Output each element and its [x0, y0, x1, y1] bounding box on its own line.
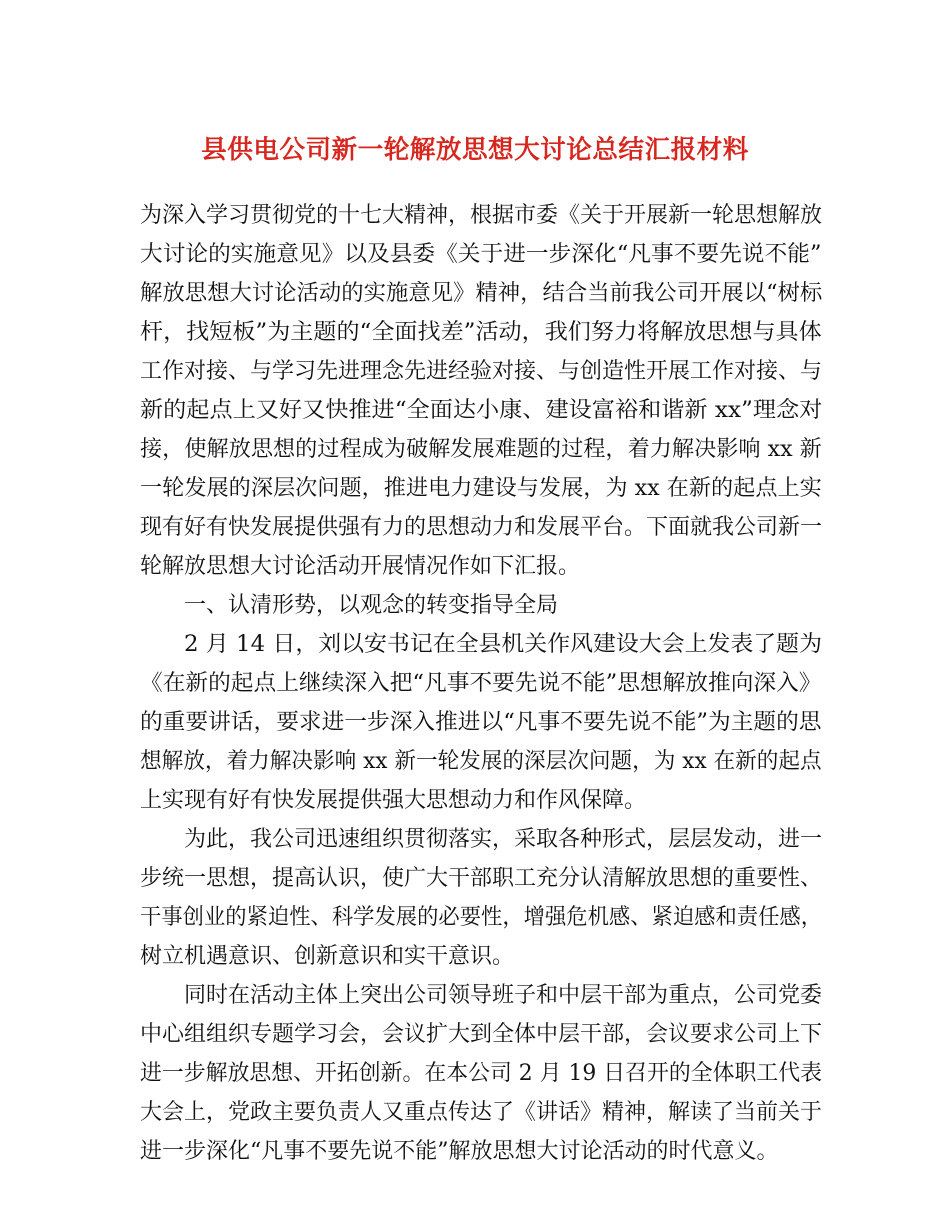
body-line: 为此，我公司迅速组织贯彻落实，采取各种形式，层层发动，进一: [184, 827, 823, 852]
body-line: 为深入学习贯彻党的十七大精神，根据市委《关于开展新一轮思想解放: [140, 203, 823, 228]
body-line: 杆，找短板”为主题的“全面找差”活动，我们努力将解放思想与具体: [140, 320, 822, 345]
body-line: 一轮发展的深层次问题，推进电力建设与发展，为 xx 在新的起点上实: [140, 476, 822, 501]
body-line: 步统一思想，提高认识，使广大干部职工充分认清解放思想的重要性、: [140, 866, 823, 891]
body-line: 的重要讲话，要求进一步深入推进以“凡事不要先说不能”为主题的思: [140, 710, 822, 735]
body-line: 大会上，党政主要负责人又重点传达了《讲话》精神，解读了当前关于: [140, 1100, 823, 1125]
body-line: 中心组组织专题学习会，会议扩大到全体中层干部，会议要求公司上下: [140, 1022, 823, 1047]
body-line: 进一步解放思想、开拓创新。在本公司 2 月 19 日召开的全体职工代表: [140, 1061, 822, 1086]
document-title: 县供电公司新一轮解放思想大讨论总结汇报材料: [201, 135, 749, 165]
body-line: 想解放，着力解决影响 xx 新一轮发展的深层次问题，为 xx 在新的起点: [140, 749, 822, 774]
body-line: 2 月 14 日，刘以安书记在全县机关作风建设大会上发表了题为: [184, 632, 822, 657]
body-line: 接，使解放思想的过程成为破解发展难题的过程，着力解决影响 xx 新: [140, 437, 822, 462]
body-line: 《在新的起点上继续深入把“凡事不要先说不能”思想解放推向深入》: [140, 671, 822, 696]
body-line: 现有好有快发展提供强有力的思想动力和发展平台。下面就我公司新一: [140, 515, 823, 540]
body-line: 大讨论的实施意见》以及县委《关于进一步深化“凡事不要先说不能”: [140, 242, 822, 267]
body-line: 解放思想大讨论活动的实施意见》精神，结合当前我公司开展以“树标: [140, 281, 823, 306]
body-line: 新的起点上又好又快推进“全面达小康、建设富裕和谐新 xx”理念对: [140, 398, 823, 423]
body-line: 上实现有好有快发展提供强大思想动力和作风保障。: [140, 788, 647, 813]
section-heading: 一、认清形势，以观念的转变指导全局: [184, 593, 559, 618]
body-line: 轮解放思想大讨论活动开展情况作如下汇报。: [140, 554, 581, 579]
body-line: 进一步深化“凡事不要先说不能”解放思想大讨论活动的时代意义。: [140, 1139, 779, 1164]
body-line: 同时在活动主体上突出公司领导班子和中层干部为重点，公司党委: [184, 983, 823, 1008]
body-line: 工作对接、与学习先进理念先进经验对接、与创造性开展工作对接、与: [140, 359, 823, 384]
body-line: 干事创业的紧迫性、科学发展的必要性，增强危机感、紧迫感和责任感，: [140, 905, 823, 930]
body-line: 树立机遇意识、创新意识和实干意识。: [140, 944, 515, 969]
